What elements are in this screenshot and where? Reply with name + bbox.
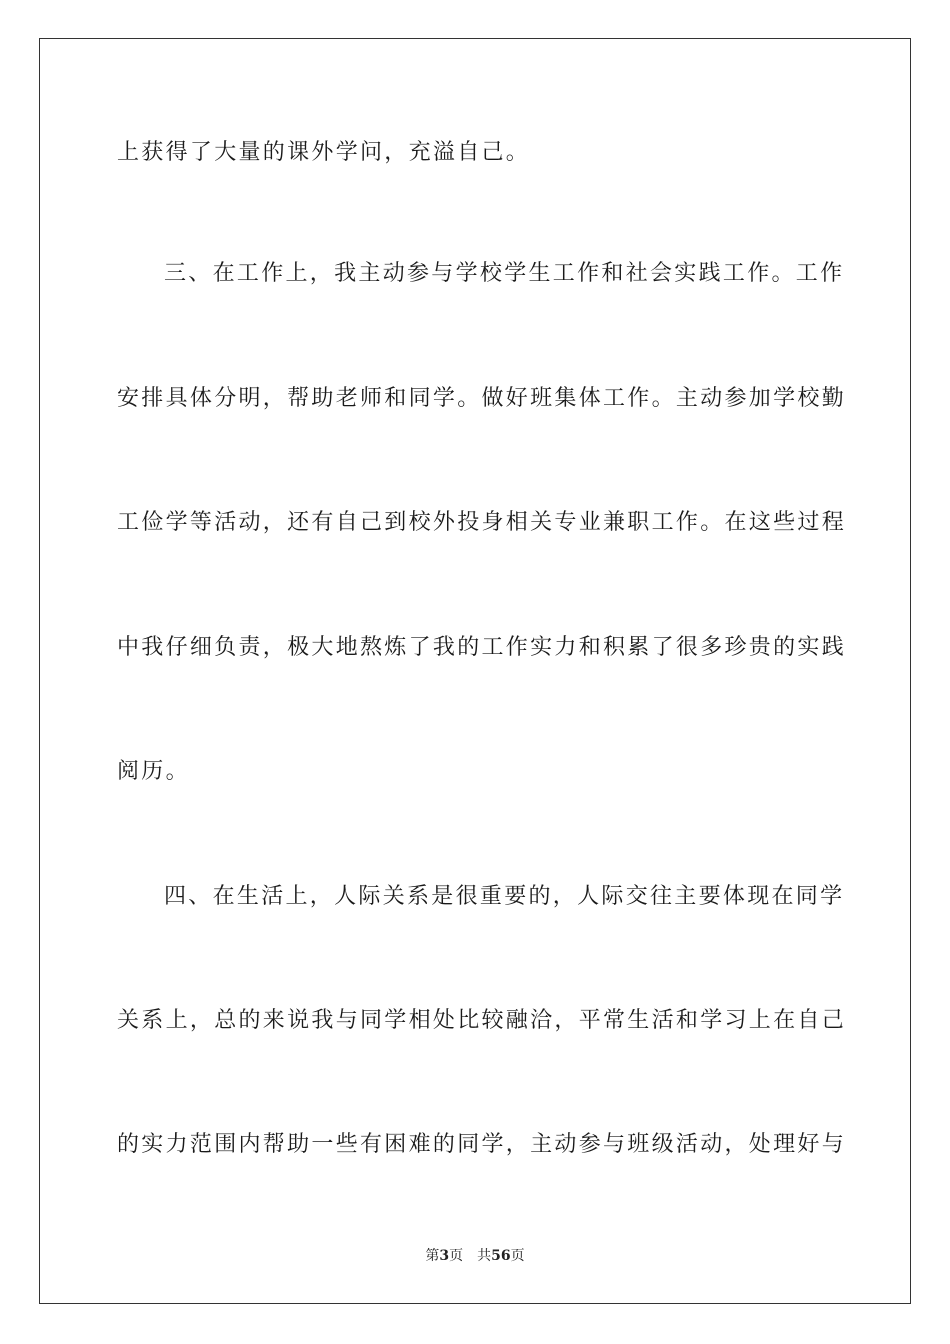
paragraph-3-line-1: 三、在工作上，我主动参与学校学生工作和社会实践工作。工作 xyxy=(164,261,845,286)
paragraph-3-line-4: 中我仔细负责，极大地熬炼了我的工作实力和积累了很多珍贵的实践 xyxy=(117,635,847,660)
paragraph-4-line-2: 关系上，总的来说我与同学相处比较融洽，平常生活和学习上在自己 xyxy=(117,1008,847,1033)
page-number: 3 xyxy=(439,1248,450,1264)
paragraph-4-line-3: 的实力范围内帮助一些有困难的同学，主动参与班级活动，处理好与 xyxy=(117,1132,847,1157)
page-suffix: 页 xyxy=(449,1248,464,1264)
page-footer xyxy=(0,1246,950,1266)
total-pages: 56 xyxy=(491,1248,511,1264)
total-suffix: 页 xyxy=(510,1248,525,1264)
paragraph-3-line-2: 安排具体分明，帮助老师和同学。做好班集体工作。主动参加学校勤 xyxy=(117,386,847,411)
text-line-1: 上获得了大量的课外学问，充溢自己。 xyxy=(117,140,531,165)
page-frame xyxy=(39,38,911,1304)
total-prefix: 共 xyxy=(477,1248,492,1264)
paragraph-3-line-5: 阅历。 xyxy=(117,759,190,784)
paragraph-4-line-1: 四、在生活上，人际关系是很重要的，人际交往主要体现在同学 xyxy=(164,884,845,909)
page-prefix: 第 xyxy=(425,1248,440,1264)
paragraph-3-line-3: 工俭学等活动，还有自己到校外投身相关专业兼职工作。在这些过程 xyxy=(117,510,847,535)
